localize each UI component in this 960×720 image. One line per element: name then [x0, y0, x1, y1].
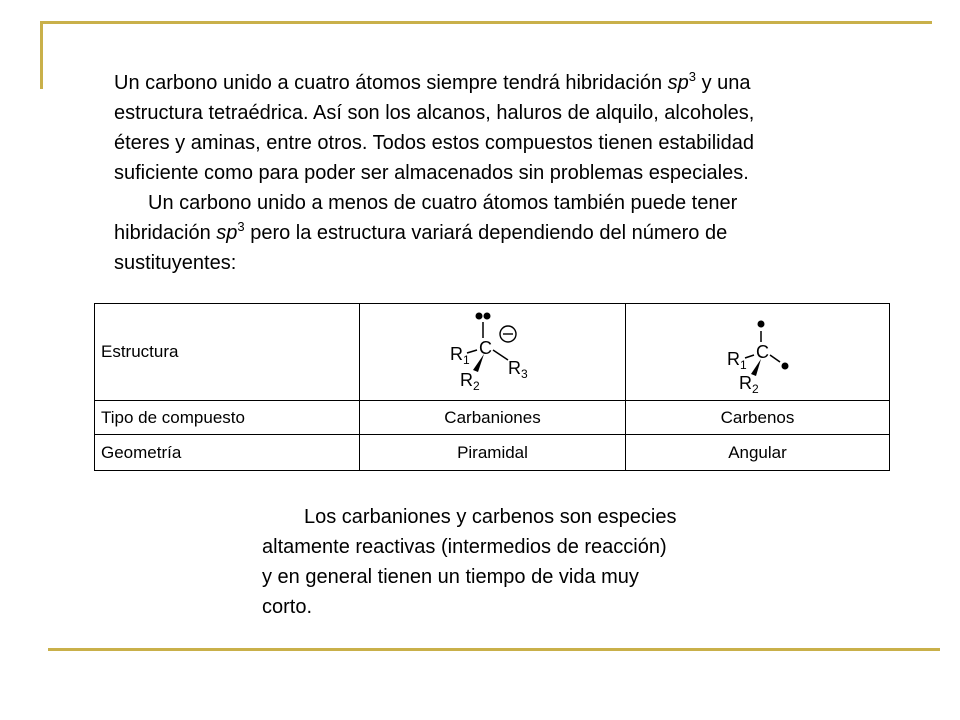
carbanion-geometry-cell: Piramidal	[360, 435, 626, 471]
intro-line-1	[114, 68, 854, 98]
outro-line-3: y en general tienen un tiempo de vida muy	[262, 566, 639, 588]
table-row-geometry	[95, 435, 890, 471]
superscript: 3	[688, 69, 697, 84]
table-row-type	[95, 401, 890, 435]
carbanion-type-cell: Carbaniones	[360, 401, 626, 435]
row-label-type: Tipo de compuesto	[95, 401, 360, 435]
bond-line	[493, 350, 508, 360]
intro-line-6	[114, 218, 854, 248]
row-label-structure: Estructura	[95, 304, 360, 401]
intro-text: y una	[696, 72, 751, 94]
intro-text: pero la estructura variará dependiendo del número de	[244, 222, 728, 244]
top-rule	[40, 21, 932, 24]
intro-line-7: sustituyentes:	[114, 252, 237, 274]
substituent-r1: $R_1$	[449, 344, 470, 367]
bottom-rule	[48, 648, 940, 651]
radical-dot	[781, 363, 788, 370]
outro-line-1: Los carbaniones y carbenos son especies	[304, 506, 677, 528]
carbanion-structure-diagram	[438, 310, 548, 394]
row-label-geometry: Geometría	[95, 435, 360, 471]
intro-text: hibridación	[114, 222, 217, 244]
substituent-r1: $R_1$	[726, 349, 747, 372]
intro-line-4: suficiente como para poder ser almacenados sin problemas especiales.	[114, 162, 749, 184]
hybridization-table	[94, 303, 890, 471]
outro-line-4: corto.	[262, 596, 313, 618]
carbon-atom: C	[755, 342, 769, 362]
carbene-geometry-cell: Angular	[626, 435, 890, 471]
bond-line	[770, 355, 780, 362]
outro-line-2: altamente reactivas (intermedios de reacción)	[262, 536, 667, 558]
intro-paragraph	[114, 68, 854, 278]
lone-pair-dot	[475, 313, 482, 320]
sp-term: sp	[216, 222, 238, 244]
substituent-r2: $R_2$	[738, 373, 759, 394]
substituent-r3: $R_3$	[507, 358, 528, 381]
carbene-structure-cell	[626, 304, 890, 401]
radical-dot	[757, 321, 764, 328]
sp-term: sp	[667, 72, 689, 94]
superscript: 3	[237, 219, 245, 234]
carbene-structure-diagram	[713, 310, 803, 394]
intro-text: Un carbono unido a cuatro átomos siempre tendrá hibridación	[114, 72, 668, 94]
intro-line-2: estructura tetraédrica. Así son los alcanos, haluros de alquilo, alcoholes,	[114, 102, 755, 124]
intro-line-3: éteres y aminas, entre otros. Todos estos compuestos tienen estabilidad	[114, 132, 754, 154]
carbanion-structure-cell	[360, 304, 626, 401]
table-row-structure	[95, 304, 890, 401]
left-rule	[40, 21, 43, 89]
substituent-r2: $R_2$	[459, 370, 480, 393]
carbene-type-cell: Carbenos	[626, 401, 890, 435]
carbon-atom: C	[478, 338, 492, 358]
outro-paragraph	[262, 502, 752, 622]
intro-line-5: Un carbono unido a menos de cuatro átomos también puede tener	[148, 192, 738, 214]
lone-pair-dot	[483, 313, 490, 320]
